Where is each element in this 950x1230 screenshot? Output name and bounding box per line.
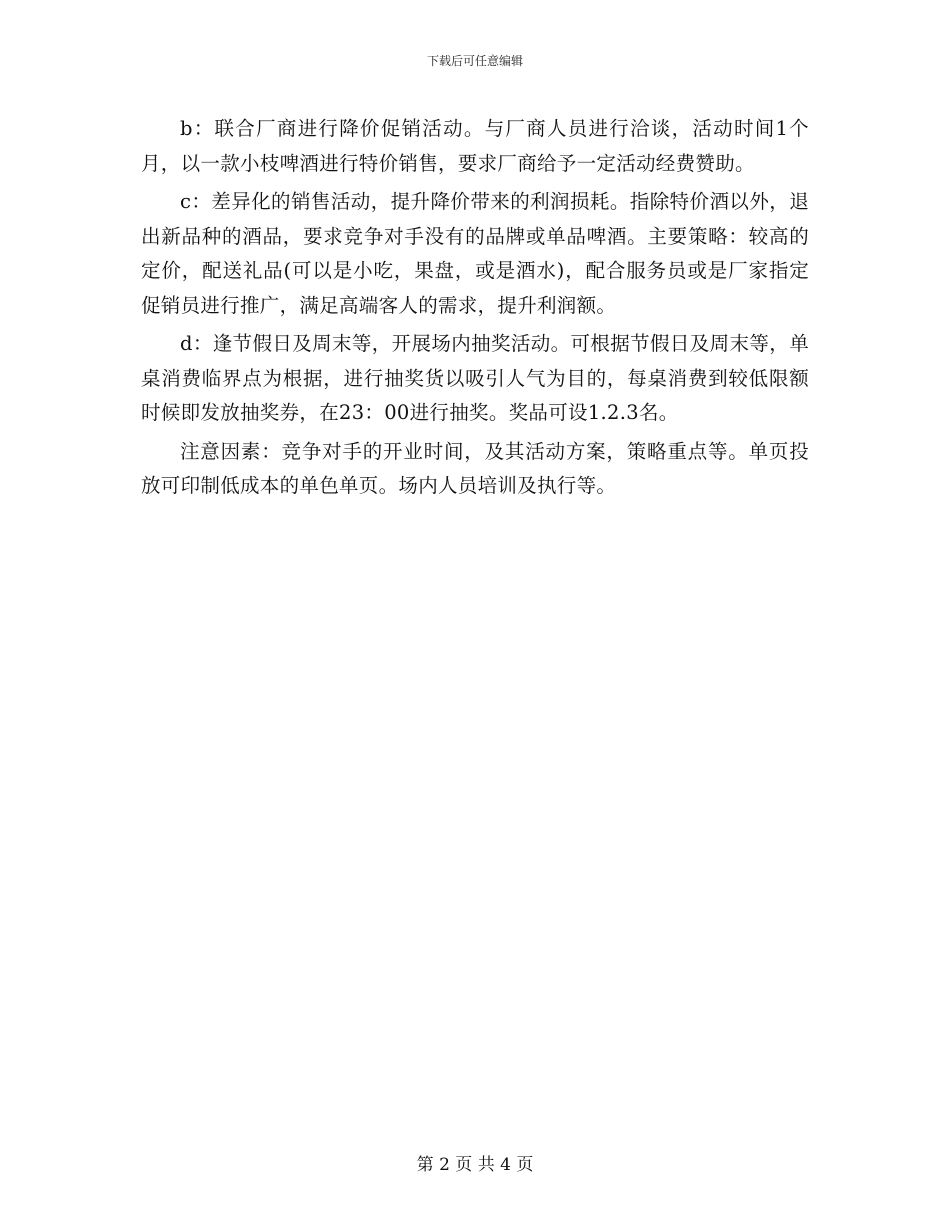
paragraph-d: d：逢节假日及周末等，开展场内抽奖活动。可根据节假日及周末等，单桌消费临界点为根据，进行抽奖货以吸引人气为目的，每桌消费到较低限额时候即发放抽奖券，在23：00进行抽奖。奖品可设1.2.3名。 [141, 332, 809, 424]
paragraph-c: c：差异化的销售活动，提升降价带来的利润损耗。指除特价酒以外，退出新品种的酒品，要求竞争对手没有的品牌或单品啤酒。主要策略：较高的定价，配送礼品(可以是小吃，果盘，或是酒水)，配合服务员或是厂家指定促销员进行推广，满足高端客人的需求，提升利润额。 [141, 190, 809, 317]
paragraph-b: b：联合厂商进行降价促销活动。与厂商人员进行洽谈，活动时间1个月，以一款小枝啤酒进行特价销售，要求厂商给予一定活动经费赞助。 [141, 117, 809, 175]
paragraph-notes: 注意因素：竞争对手的开业时间，及其活动方案，策略重点等。单页投放可印制低成本的单色单页。场内人员培训及执行等。 [141, 439, 809, 497]
page-number: 第 2 页 共 4 页 [416, 1155, 534, 1175]
document-body [141, 112, 809, 508]
page-header: 下载后可任意编辑 [426, 54, 523, 68]
